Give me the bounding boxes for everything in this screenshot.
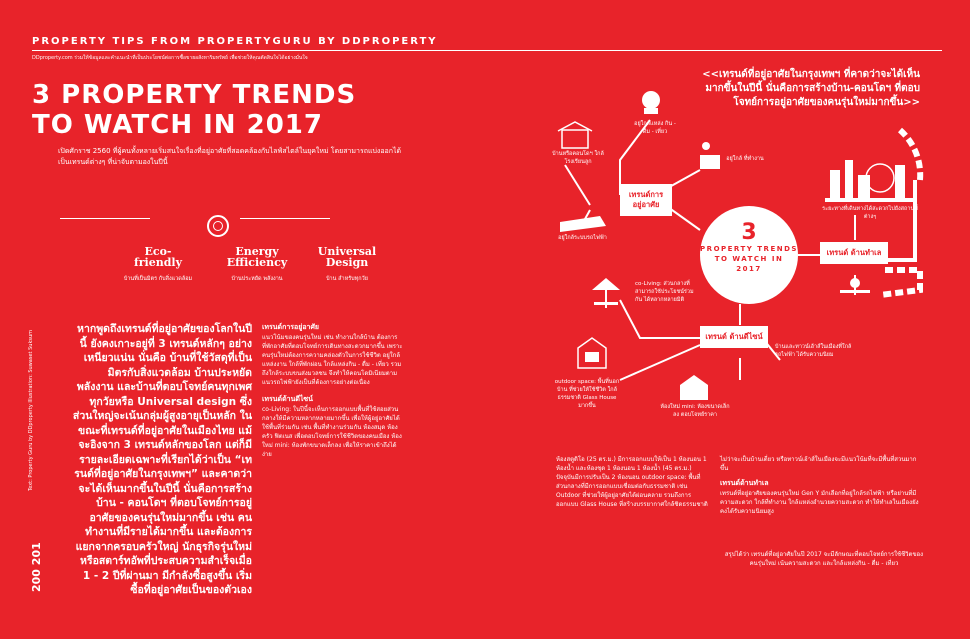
connector-school bbox=[565, 165, 590, 205]
mini-room-icon bbox=[680, 375, 708, 400]
heading-design: เทรนด์ด้านดีไซน์ bbox=[262, 395, 313, 403]
paragraph-garden: ไม่ว่าจะเป็นบ้านเดี่ยว หรือทาวน์เฮ้าส์ในเมืองจะมีแนวโน้มที่จะมีพื้นที่สวนมากขึ้น bbox=[720, 456, 917, 472]
caption-townhouse: บ้านและทาวน์เฮ้าส์ในเมืองที่ใกล้รถไฟฟ้า ได้รับความนิยม bbox=[775, 344, 852, 358]
school-icon bbox=[558, 122, 592, 148]
connector-coliving bbox=[620, 300, 700, 338]
umbrella-table-icon bbox=[592, 278, 620, 308]
train-icon bbox=[560, 216, 606, 232]
work-desk-icon bbox=[700, 142, 720, 169]
node-location: เทรนด์ ด้านทำเล bbox=[820, 242, 888, 264]
caption-city: ระยะทางที่เดินทางได้สะดวกไปยังสถานที่ต่างๆ bbox=[822, 206, 918, 220]
food-icon bbox=[642, 91, 660, 114]
caption-food: อยู่ใกล้แหล่ง กิน - ดื่ม - เที่ยว bbox=[634, 121, 676, 135]
page-numbers: 200 201 bbox=[30, 542, 43, 592]
keyword-eco-desc: บ้านที่เป็นมิตร กับสิ่งแวดล้อม bbox=[123, 276, 193, 282]
summary-box: สรุปได้ว่า เทรนด์ที่อยู่อาศัยในปี 2017 จะมีลักษณะที่ตอบโจทย์การใช้ชีวิตของคนรุ่นใหม่ เน้นความสะดวก และใกล้แหล่งกิน - ดื่ม - เที่ยว bbox=[724, 551, 924, 567]
credits-vertical: Text: Property Guru by DDproperty Illustration: Suwaset Suksum bbox=[28, 330, 34, 491]
city-skyline-icon bbox=[825, 160, 915, 202]
keyword-energy: Energy Efficiency bbox=[226, 245, 288, 269]
paragraph-location: เทรนด์ที่อยู่อาศัยของคนรุ่นใหม่ Gen Y มักเลือกที่อยู่ใกล้รถไฟฟ้า หรือย่านที่มีความสะดวก ใกล้ที่ทำงาน ใกล้แหล่งอำนวยความสะดวก ทำให้ทำเลในเมืองยังคงได้รับความนิยมสูง bbox=[720, 490, 919, 515]
keyword-universal-desc: บ้าน สำหรับทุกวัย bbox=[326, 276, 368, 282]
hub-text: PROPERTY TRENDS TO WATCH IN 2017 bbox=[700, 245, 798, 273]
hub-number: 3 bbox=[741, 220, 757, 245]
paragraph-design: co-Living: ในปีนี้จะเห็นการออกแบบพื้นที่ใช้สอยส่วนกลางให้มีความหลากหลายมากขึ้น เพื่อให้ผู้อยู่อาศัยได้ใช้พื้นที่ร่วมกัน เช่น พื้นที่ทำงานร่วมกัน ห้องสมุด ห้องครัว ฟิตเนส เพื่อตอบโจทย์การใช้ชีวิตของคนเมือง ห้องใหม่ mini: ห้องพักขนาดเล็กลง เพื่อให้ราคาเข้าถึงได้ง่าย bbox=[262, 406, 402, 458]
caption-mini: ห้องใหม่ mini: ห้องขนาดเล็กลง ตอบโจทย์ราคา bbox=[660, 404, 730, 418]
caption-work: อยู่ใกล้ ที่ทำงาน bbox=[726, 156, 764, 162]
node-design: เทรนด์ ด้านดีไซน์ bbox=[700, 326, 768, 348]
lead-paragraph: หากพูดถึงเทรนด์ที่อยู่อาศัยของโลกในปีนี้ ยังคงเกาะอยู่ที่ 3 เทรนด์หลักๆ อย่างเหนียวแน่น นั่นคือ บ้านที่ใช้วัสดุที่เป็นมิตรกับสิ่งแวดล้อม บ้านประหยัดพลังงาน และบ้านที่ตอบโจทย์คนทุกเพศทุกวัยหรือ Universal design ซึ่งส่วนใหญ่จะเน้นกลุ่มผู้สูงอายุเป็นหลัก ในขณะที่เทรนด์ที่อยู่อาศัยในเมืองไทย แม้จะอิงจาก 3 เทรนด์หลักของโลก แต่ก็มีรายละเอียดเฉพาะที่เรียกได้ว่าเป็น “เทรนด์ที่อยู่อาศัยในกรุงเทพฯ” และคาดว่าจะได้เห็นมากขึ้นในปีนี้ นั่นคือการสร้างบ้าน - คอนโดฯ ที่ตอบโจทย์การอยู่อาศัยของคนรุ่นใหม่มากขึ้น เช่น คนทำงานที่มีรายได้มากขึ้น และต้องการแยกจากครอบครัวใหญ่ นักธุรกิจรุ่นใหม่ หรือสตาร์ทอัพที่ประสบความสำเร็จเมื่อ 1 - 2 ปีที่ผ่านมา มีกำลังซื้อสูงขึ้น เริ่มซื้อที่อยู่อาศัยเป็นของตัวเอง bbox=[72, 323, 252, 596]
heading-living: เทรนด์การอยู่อาศัย bbox=[262, 323, 320, 331]
keyword-universal: Universal Design bbox=[317, 245, 377, 269]
infographic-quote: <<เทรนด์ที่อยู่อาศัยในกรุงเทพฯ ที่คาดว่าจะได้เห็นมากขึ้นในปีนี้ นั่นคือการสร้างบ้าน-คอนโดฯ ที่ตอบโจทย์การอยู่อาศัยของคนรุ่นใหม่มากขึ้น>> bbox=[702, 69, 920, 108]
title-line-2: TO WATCH IN 2017 bbox=[32, 110, 323, 140]
heading-location: เทรนด์ด้านทำเล bbox=[720, 479, 769, 487]
intro-paragraph: เปิดศักราช 2560 ที่ผู้คนทั้งหลายเริ่มสนใจเรื่องที่อยู่อาศัยที่สอดคล้องกับไลฟ์สไตล์ในยุคใหม่ โดยสามารถแบ่งออกได้เป็นเทรนด์ต่างๆ ที่น่าจับตามองในปีนี้ bbox=[58, 147, 402, 166]
caption-outdoor: outdoor space: พื้นที่นอกบ้าน ที่ช่วยให้ใช้ชีวิต ใกล้ธรรมชาติ Glass House มากขึ้น bbox=[554, 379, 620, 409]
caption-train: อยู่ใกล้ระบบรถไฟฟ้า bbox=[558, 235, 607, 241]
column-2: ห้องสตูดิโอ (25 ตร.ม.) มีการออกแบบให้เป็น 1 ห้องนอน 1 ห้องน้ำ และห้องชุด 1 ห้องนอน 1 ห้องน้ำ (45 ตร.ม.) ปัจจุบันมีการปรับเป็น 2 ห้องนอน outdoor space: พื้นที่ส่วนกลางที่มีการออกแบบเชื่อมต่อกับธรรมชาติ เช่น Outdoor ที่ช่วยให้ผู้อยู่อาศัยได้ผ่อนคลาย รวมถึงการออกแบบ Glass House ที่สร้างบรรยากาศใกล้ชิดธรรมชาติ bbox=[556, 456, 708, 508]
glass-house-icon bbox=[578, 338, 606, 368]
caption-school: บ้านหรือคอนโดฯ ใกล้โรงเรียนลูก bbox=[552, 151, 604, 165]
map-pin-icon bbox=[840, 278, 870, 293]
keyword-eco: Eco-friendly bbox=[134, 245, 182, 269]
trends-hub bbox=[700, 206, 798, 304]
section-kicker: PROPERTY TIPS FROM PROPERTYGURU BY DDPROPERTY bbox=[32, 36, 438, 47]
paragraph-living: แนวโน้มของคนรุ่นใหม่ เช่น ทำงานใกล้บ้าน ต้องการที่พักอาศัยที่ตอบโจทย์การเดินทางสะดวกมากขึ้น เพราะคนรุ่นใหม่ต้องการความคล่องตัวในการใช้ชีวิต อยู่ใกล้แหล่งงาน ใกล้ที่พักผ่อน ใกล้แหล่งกิน - ดื่ม - เที่ยว รวมถึงใกล้ระบบขนส่งมวลชน จึงทำให้คอนโดมิเนียมตามแนวรถไฟฟ้ายังเป็นที่ต้องการอย่างต่อเนื่อง bbox=[262, 334, 403, 386]
keyword-energy-desc: บ้านประหยัด พลังงาน bbox=[231, 276, 283, 282]
node-living: เทรนด์การ อยู่อาศัย bbox=[620, 184, 672, 216]
title-line-1: 3 PROPERTY TRENDS bbox=[32, 80, 357, 110]
header-subline: DDproperty.com ร่วมให้ข้อมูลและคำแนะนำที่เป็นประโยชน์ต่อการซื้อขายอสังหาริมทรัพย์ เพื่อช่วยให้คุณตัดสินใจได้อย่างมั่นใจ bbox=[32, 55, 308, 61]
caption-coliving: co-Living: ส่วนกลางที่สามารถใช้ประโยชน์ร่วมกัน ได้หลากหลายมิติ bbox=[635, 281, 694, 303]
connector-outdoor bbox=[620, 345, 700, 380]
